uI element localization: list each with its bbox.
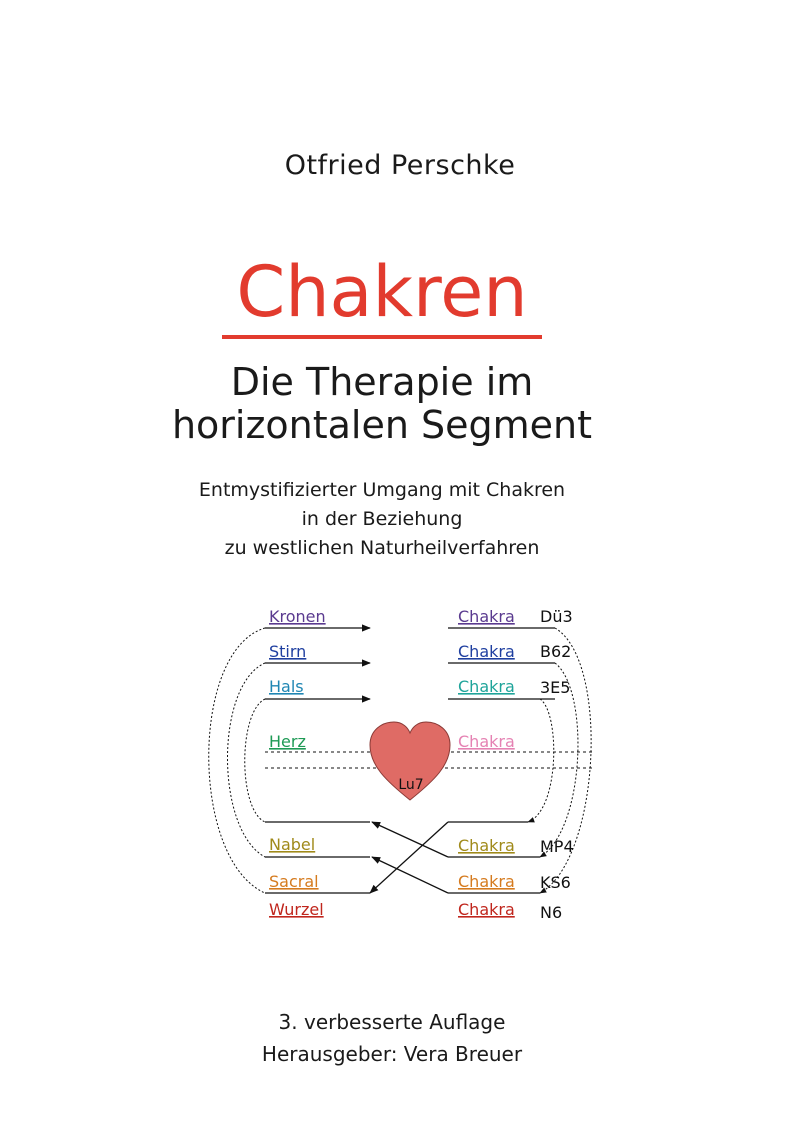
left-label-wurzel: Wurzel [269, 900, 324, 919]
chakra-word: Chakra [458, 642, 515, 661]
chakra-word: Chakra [458, 900, 515, 919]
author-name: Otfried Perschke [284, 150, 516, 181]
point-label: B62 [540, 642, 572, 661]
tagline-line-3: zu westlichen Naturheilverfahren [224, 537, 540, 559]
point-label: N6 [540, 903, 563, 922]
point-label: MP4 [540, 837, 574, 856]
chakra-word: Chakra [458, 872, 515, 891]
left-label-group [269, 607, 326, 919]
edition-note: 3. verbesserte Auflage [278, 1010, 506, 1034]
publisher-note: Herausgeber: Vera Breuer [261, 1042, 523, 1066]
point-label: 3E5 [540, 678, 571, 697]
subtitle-line-1: Die Therapie im [230, 360, 534, 404]
chakra-word-group [458, 607, 515, 919]
chakra-word: Chakra [458, 607, 515, 626]
left-label-stirn: Stirn [269, 642, 307, 661]
tagline-line-2: in der Beziehung [301, 508, 463, 530]
left-label-herz: Herz [269, 732, 306, 751]
left-label-sacral: Sacral [269, 872, 319, 891]
point-label-group [540, 607, 574, 922]
left-label-nabel: Nabel [269, 835, 316, 854]
book-title: Chakren [236, 251, 528, 333]
subtitle-line-2: horizontalen Segment [171, 403, 593, 447]
heart-label: Lu7 [398, 777, 424, 793]
chakra-word: Chakra [458, 732, 515, 751]
chakra-word: Chakra [458, 836, 515, 855]
chakra-word: Chakra [458, 677, 515, 696]
left-label-hals: Hals [269, 677, 304, 696]
left-loops [209, 628, 265, 893]
left-label-kronen: Kronen [269, 607, 326, 626]
point-label: KS6 [540, 873, 571, 892]
point-label: Dü3 [540, 607, 573, 626]
tagline-line-1: Entmystifizierter Umgang mit Chakren [198, 479, 566, 501]
crossing-arrows [370, 822, 448, 893]
